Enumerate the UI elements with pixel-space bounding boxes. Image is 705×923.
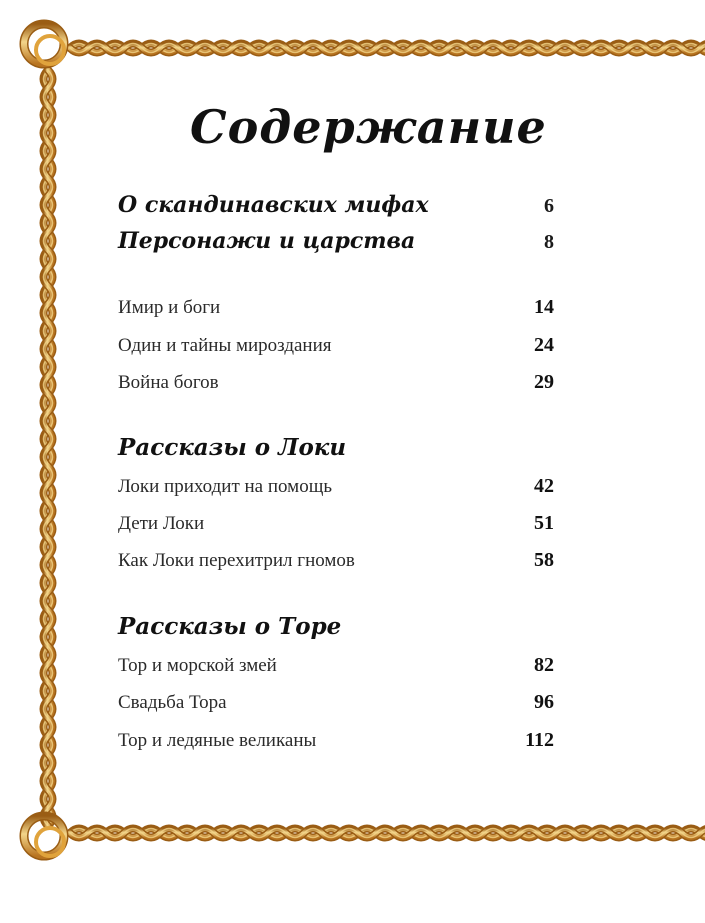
toc-entry-page: 42 bbox=[534, 475, 554, 497]
toc-entry[interactable] bbox=[118, 512, 554, 544]
toc-entry[interactable] bbox=[118, 296, 554, 328]
toc-entry[interactable] bbox=[118, 334, 554, 366]
toc-entry[interactable] bbox=[118, 475, 554, 507]
toc-entry-label: Локи приходит на помощь bbox=[118, 476, 332, 497]
toc-entry-label: О скандинавских мифах bbox=[118, 192, 429, 218]
toc-entry[interactable] bbox=[118, 228, 554, 260]
toc-entry-label: Свадьба Тора bbox=[118, 692, 227, 713]
toc-entry[interactable] bbox=[118, 549, 554, 581]
toc-entry-page: 14 bbox=[534, 296, 554, 318]
toc-entry[interactable] bbox=[118, 654, 554, 686]
toc-entry[interactable] bbox=[118, 371, 554, 403]
toc-entry-label: Тор и морской змей bbox=[118, 655, 277, 676]
section-heading-thor: Рассказы о Торе bbox=[118, 613, 342, 640]
toc-entry-label: Дети Локи bbox=[118, 513, 205, 534]
page-title: Содержание bbox=[190, 100, 547, 154]
toc-entry-label: Имир и боги bbox=[118, 297, 221, 318]
toc-entry-label: Война богов bbox=[118, 372, 219, 393]
toc-entry-page: 112 bbox=[525, 729, 554, 751]
section-heading-loki: Рассказы о Локи bbox=[118, 434, 347, 461]
toc-entry-label: Один и тайны мироздания bbox=[118, 335, 332, 356]
toc-entry-label: Тор и ледяные великаны bbox=[118, 730, 317, 751]
toc-entry[interactable] bbox=[118, 691, 554, 723]
toc-entry-page: 82 bbox=[534, 654, 554, 676]
toc-entry-page: 24 bbox=[534, 334, 554, 356]
toc-entry-page: 6 bbox=[544, 195, 554, 217]
toc-entry-page: 29 bbox=[534, 371, 554, 393]
toc-entry-page: 8 bbox=[544, 231, 554, 253]
toc-entry-page: 58 bbox=[534, 549, 554, 571]
toc-entry[interactable] bbox=[118, 729, 554, 761]
toc-entry[interactable] bbox=[118, 192, 554, 224]
toc-entry-page: 96 bbox=[534, 691, 554, 713]
toc-entry-page: 51 bbox=[534, 512, 554, 534]
toc-entry-label: Как Локи перехитрил гномов bbox=[118, 550, 355, 571]
toc-entry-label: Персонажи и царства bbox=[118, 228, 416, 254]
